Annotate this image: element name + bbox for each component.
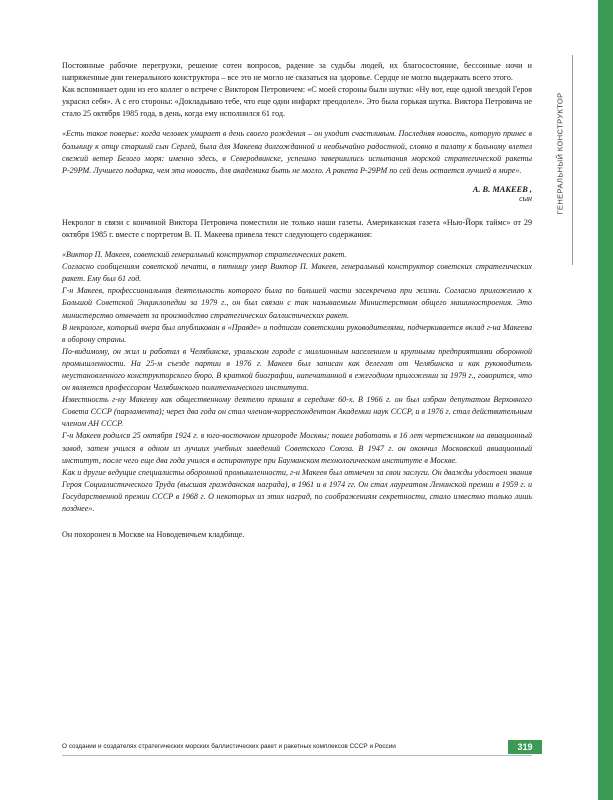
quote-son-text: «Есть такое поверье: когда человек умирает в день своего рождения – он уходит счастливым. Последняя новость, которую принес в больницу к отцу старший сын Сергей, была для Макеева долгожданной и необычайно радостной, словно в палату к больному влетел свежий ветер Белого моря: именно здесь, в Северодвинске, успешно завершились испытания морской стратегической ракеты Р-29РМ. Лучшего подарка, чем эта новость, для академика быть не могло. А ракета Р-29РМ по сей день остается лучшей в мире». <box>62 129 532 175</box>
quote-nyt-line: В некрологе, который вчера был опубликован в «Правде» и подписан советскими руководителями, подчеркивается вклад г-на Макеева в оборону страны. <box>62 322 532 344</box>
quote-nyt-line: Известность г-ну Макееву как общественному деятелю пришла в середине 60-х. В 1966 г. он был избран депутатом Верховного Совета СССР (парламента); через два года он стал членом-корреспондентом Академии наук СССР, и в 1976 г. стал действительным членом АН СССР. <box>62 395 532 429</box>
quote-nyt-line: По-видимому, он жил и работал в Челябинске, уральском городе с миллионным населением и крупными предприятиями оборонной промышленности. На 25-м съезде партии в 1976 г. Макеев был записан как делегат от Челябинска и как руководитель неустановленного конструкторского бюро. В краткой биографии, напечатанной в ежегодном приложении за 1979 г., говорится, что он является профессором Челябинского политехнического института. <box>62 346 532 393</box>
side-divider <box>572 55 573 265</box>
signature-role: сын <box>519 193 532 203</box>
quote-nyt-line: «Виктор П. Макеев, советский генеральный конструктор стратегических ракет. <box>62 250 347 260</box>
signature-name: А. В. МАКЕЕВ , <box>472 184 532 194</box>
page-content <box>62 60 532 541</box>
footer-divider <box>62 755 532 756</box>
page-number: 319 <box>508 740 542 754</box>
quote-son <box>62 128 532 176</box>
edge-accent-bar <box>598 0 613 800</box>
section-side-label <box>552 58 568 248</box>
quote-nyt <box>62 249 532 515</box>
paragraph-obituary-intro: Некролог в связи с кончиной Виктора Петровича поместили не только наши газеты. Американская газета «Нью-Йорк таймс» от 29 октября 1985 г. вместе с портретом В. П. Макеева привела текст следующего содержания: <box>62 217 532 239</box>
signature <box>62 185 532 203</box>
paragraph-colleague-memory: Как вспоминает один из его коллег о встрече с Виктором Петровичем: «С моей стороны были шутки: «Ну вот, еще одной звездой Героя украсил себя». А с его стороны: «Докладываю тебе, что еще один инфаркт преодолел». Это была горькая шутка. Виктора Петровича не стало 25 октября 1985 года, в день, когда ему исполнился 61 год. <box>62 85 532 119</box>
paragraph-burial: Он похоронен в Москве на Новодевичьем кладбище. <box>62 530 245 540</box>
quote-nyt-line: Как и другие ведущие специалисты оборонной промышленности, г-н Макеев был отмечен за свои заслуги. Он дважды удостоен звания Героя Социалистического Труда (высшая гражданская награда), в 1961 и в 1974 гг. Он стал лауреатом Ленинской премии в 1959 г. и Государственной премии СССР в 1968 г. О некоторых из этих наград, по соображениям секретности, стало известно только лишь позднее». <box>62 467 532 513</box>
quote-nyt-line: Г-н Макеев родился 25 октября 1924 г. в юго-восточном пригороде Москвы; пошел работать в 16 лет чертежником на авиационный завод, затем учился в одном из лучших учебных заведений Советского Союза. В 1947 г. он окончил Московский авиационный институт, после чего еще два года учился в аспирантуре при Бауманском технологическом институте в Москве. <box>62 431 532 465</box>
quote-nyt-line: Г-н Макеев, профессиональная деятельность которого была по большей части засекречена при жизни. Согласно приложению к Большой Советской Энциклопедии за 1979 г., он был связан с так называемым Министерством общего машиностроения. Это министерство отвечает за производство стратегических баллистических ракет. <box>62 286 532 320</box>
paragraph-health: Постоянные рабочие перегрузки, решение сотен вопросов, радение за судьбы людей, их благосостояние, бессонные ночи и напряженные дни генерального конструктора – все это не могло не сказаться на здоровье. Сердце не могло выдержать всего этого. <box>62 61 532 83</box>
section-side-label-text: ГЕНЕРАЛЬНЫЙ КОНСТРУКТОР <box>555 91 565 215</box>
footer-book-title: О создании и создателях стратегических морских баллистических ракет и ракетных комплексов СССР и России <box>62 743 396 750</box>
quote-nyt-line: Согласно сообщениям советской печати, в пятницу умер Виктор П. Макеев, генеральный конструктор советских стратегических ракет. Ему был 61 год. <box>62 262 532 284</box>
